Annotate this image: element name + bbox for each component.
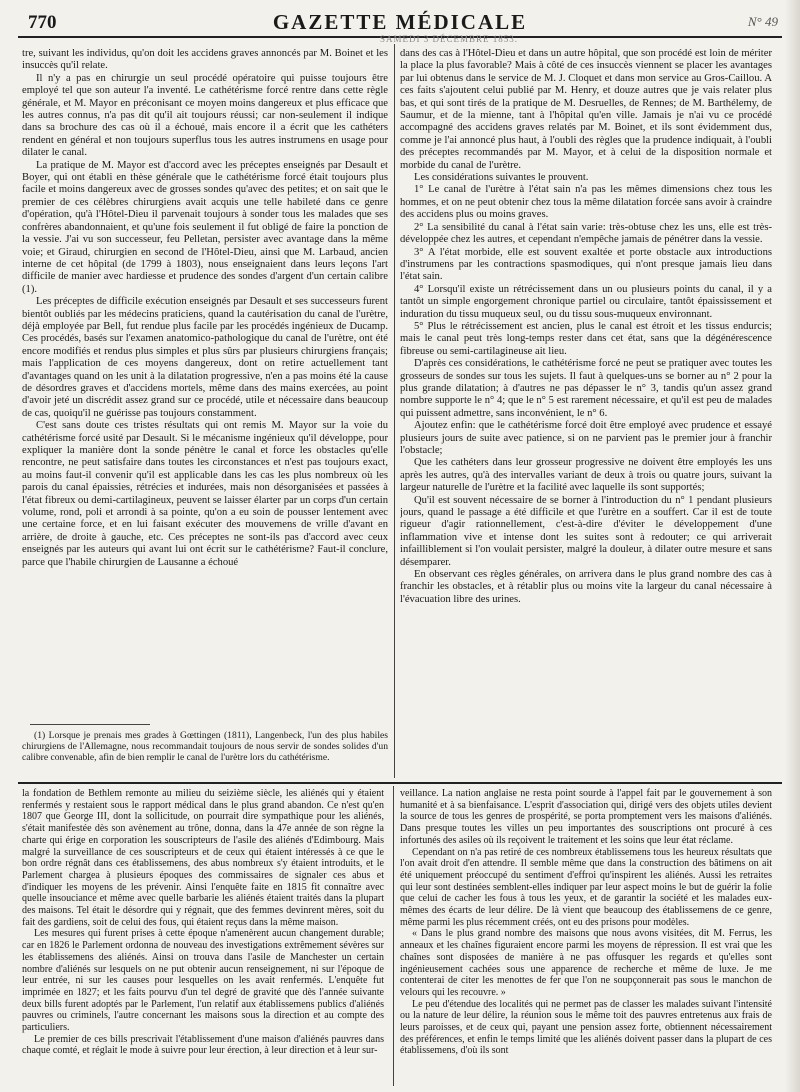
lower-column-divider xyxy=(393,786,394,1086)
paragraph: D'après ces considérations, le cathétérisme forcé ne peut se pratiquer avec toutes les grosseurs de sondes sur tous les sujets. Il faut à quelques-uns se borner au n° 2 pour la plus grande dilatation; à d'autres ne pas dépasser le n° 3, tandis qu'un assez grand nombre supporte le n° 4; que le n° 5 est rarement nécessaire, et qu'il est peu de malades qui puissent admettre, sans inconvénient, le n° 6. xyxy=(400,358,772,419)
paragraph: 2° La sensibilité du canal à l'état sain varie: très-obtuse chez les uns, elle est très-développée chez les autres, et cependant n'empêche jamais de pénétrer dans la vessie. xyxy=(400,221,772,246)
paragraph: dans des cas à l'Hôtel-Dieu et dans un autre hôpital, que son procédé est loin de mériter la place la plus favorable? Mais à côté de ces insuccès viennent se placer les avantages par lui obtenus dans le service de M. J. Cloquet et dans mon service au Gros-Caillou. A ces faits s'ajoutent celui publié par M. Henry, et douze autres que je vais relater plus bas, et qui sont tirés de la pratique de M. Desruelles, de Rennes; de M. Barthélemy, de Saumur, et de la mienne, tant à l'hôpital qu'en ville. Jamais je n'ai vu ce procédé accompagné des accidens graves relatés par M. Boinet, et ils sont évidemment dus, comme je l'ai annoncé plus haut, à l'oubli des règles que la prudence indiquait, à l'oubli des préceptes recommandés par M. Mayor, et à celui de la disposition normale et morbide du canal de l'urètre. xyxy=(400,48,772,171)
upper-left-column xyxy=(22,48,388,718)
paragraph: Cependant on n'a pas retiré de ces nombreux établissemens tous les heureux résultats que l'on avait droit d'en attendre. Il semble même que dans la construction des bâtimens on ait été uniquement préoccupé du sentiment d'effroi qu'inspirent les aliénés. Aussi les retraites qui leur sont destinées semblent-elles indiquer par leur aspect moins le but de guérir la folie que celui de cacher les fous à tous les yeux, et de garantir la société et les malades eux-mêmes des écarts de leur délire. De là vient que beaucoup des établissemens de ce genre, même parmi les plus récemment créés, ont eu des prisons pour modèles. xyxy=(400,846,772,928)
paragraph: C'est sans doute ces tristes résultats qui ont remis M. Mayor sur la voie du cathétérisme forcé usité par Desault. Si le mécanisme ingénieux qu'il développe, pour expliquer la manière dont la sonde pénètre le canal et force les obstacles qu'elle rencontre, ne peut satisfaire dans toutes les circonstances et n'est pas toujours exact, au moins faut-il convenir qu'il est applicable dans les cas les plus nombreux où les parois du canal épaissies, rétrécies et indurées, mais non désorganisées et passées à l'état fibreux ou demi-cartilagineux, peuvent se laisser élarter par un corps d'un certain volume, rond, poli et arrondi à sa pointe, qu'on a eu soin de pousser lentement avec une certaine force, et en lui faisant exécuter des mouvemens de vrille d'avant en arrière, de droite à gauche, etc. Ces préceptes ne sont-ils pas d'accord avec ceux enseignés par les auteurs qui avant lui ont écrit sur le cathétérisme? Faut-il conclure, parce que l'habile chirurgien de Lausanne a échoué xyxy=(22,420,388,568)
footnote-rule xyxy=(30,724,150,725)
paragraph: Les préceptes de difficile exécution enseignés par Desault et ses successeurs furent bientôt oubliés par les médecins praticiens, quand la cautérisation du canal de l'urètre, déjà employée par Bell, fut rendue plus facile par les procédés ingénieux de Ducamp. Ces procédés, basés sur l'examen anatomico-pathologique du canal de l'urètre, ont été encore modifiés et rendus plus simples et plus sûrs par plusieurs chirurgiens français; mais l'application de ces moyens dangereux, dont on retire actuellement tant d'avantages quand on les unit à la dilatation progressive, n'en a pas moins été la cause de désordres graves et d'accidens mortels, même dans des mains exercées, au point d'avoir jeté un discrédit assez grand sur ce procédé, utile et nécessaire dans beaucoup de cas, quoiqu'il ne guérisse pas toujours constamment. xyxy=(22,296,388,419)
paragraph: Les mesures qui furent prises à cette époque n'amenèrent aucun changement durable; car en 1826 le Parlement ordonna de nouveau des investigations extrêmement sévères sur les établissemens des aliénés. Ainsi on trouva dans l'asile de Manchester un certain nombre d'aliénés sur lesquels on ne put obtenir aucun renseignement, ni sur l'époque de leur entrée, ni sur les causes pour lesquelles on les avait renfermés. L'enquête fut imprimée en 1827; et les faits pourvu d'un tel degré de gravité que dès l'année suivante deux bills furent adoptés par le Parlement, l'un relatif aux établissemens publics d'aliénés pauvres ou criminels, l'autre concernant les maisons sous la direction et au compte des particuliers. xyxy=(22,928,384,1034)
paragraph: tre, suivant les individus, qu'on doit les accidens graves annoncés par M. Boinet et les insuccès qu'il relate. xyxy=(22,48,388,72)
lower-left-column xyxy=(22,788,384,1086)
paragraph: Le premier de ces bills prescrivait l'établissement d'une maison d'aliénés pauvres dans chaque comté, et réglait le mode à suivre pour leur érection, à leur direction et à leur sur- xyxy=(22,1033,384,1057)
paragraph: la fondation de Bethlem remonte au milieu du seizième siècle, les aliénés qui y étaient renfermés y restaient sous le rapport médical dans le plus grand abandon. Ce n'est qu'en 1807 que George III, dont la sollicitude, on pourrait dire sympathique pour les aliénés, s'était manifestée dès son avènement au trône, donna, dans la 47e année de son règne la charte qui érige en corporation les souscripteurs de l'asile des aliénés d'Edimbourg. Mais malgré la surveillance de ces souscripteurs et de ceux qui étaient intéressés à ce que le bon ordre régnât dans ces établissemens, des abus nombreux s'y étaient introduits, et le Parlement chargea à plusieurs époques des commissaires de signaler ces abus et d'indiquer les moyens de les prévenir. Ainsi l'enquête faite en 1815 fit connaître avec quelle insouciance et même avec quelle barbarie les aliénés étaient traités dans la plupart des maisons. Tel était le désordre qui y régnait, que des femmes devinrent mères, soit du fait des gardiens, soit de celui des fous, qui étaient reçus dans la même maison. xyxy=(22,788,384,928)
paragraph: Ajoutez enfin: que le cathétérisme forcé doit être employé avec prudence et essayé plusieurs jours de suite avec patience, si on ne parvient pas le premier jour à franchir l'obstacle; xyxy=(400,420,772,456)
upper-right-column xyxy=(400,48,772,776)
paragraph: 5° Plus le rétrécissement est ancien, plus le canal est étroit et les tissus endurcis; mais le canal peut très long-temps rester dans cet état, sans que la dégénérescence fibreuse ou semi-cartilagineuse ait lieu. xyxy=(400,320,772,357)
paragraph: En observant ces règles générales, on arrivera dans le plus grand nombre des cas à franchir les obstacles, et à rétablir plus ou moins vite la largeur du canal nécessaire à l'évacuation libre des urines. xyxy=(400,569,772,605)
page-edge xyxy=(785,0,800,1092)
page-number: 770 xyxy=(28,12,57,33)
paragraph: Il n'y a pas en chirurgie un seul procédé opératoire qui puisse toujours être employé tel que son auteur l'a inventé. Le cathétérisme forcé rentre dans cette règle générale, et M. Mayor en préconisant ce moyen moins dangereux et plus efficace que les autres connus, n'a pas dit qu'il ait toujours réussi; car non-seulement il indique dans sa brochure des cas où il a échoué, mais encore il a écrit que les cathéters rendent en général et non toujours superflus tous les autres instrumens en usage pour dilater le canal. xyxy=(22,72,388,159)
paragraph: veillance. La nation anglaise ne resta point sourde à l'appel fait par le gouvernement à son humanité et à sa bienfaisance. L'esprit d'association qui, dirigé vers des objets utiles devient la source de tous les genres de prospérité, se porta promptement vers les maisons d'aliénés. Dans presque toutes les villes un peu importantes des souscriptions ont procuré à ces infortunés des asiles où ils reçoivent le traitement et les soins que leur état réclame. xyxy=(400,788,772,846)
column-divider xyxy=(394,44,395,778)
section-divider xyxy=(18,782,782,784)
paragraph: « Dans le plus grand nombre des maisons que nous avons visitées, dit M. Ferrus, les anneaux et les chaînes figuraient encore parmi les moyens de répression. Il est vrai que les chaînes sont disposées de manière à ne pas offusquer les regards et qu'elles sont ingénieusement cachées sous une apparence de recherche et même de luxe. Je me contenterai de citer les menottes de fer que l'on ne soupçonnerait pas sous le manchon de velours qui les recouvre. » xyxy=(400,928,772,998)
paragraph: 3° A l'état morbide, elle est souvent exaltée et porte obstacle aux introductions d'instrumens par les contractions spasmodiques, qui n'ont presque jamais lieu dans l'état sain. xyxy=(400,246,772,283)
footnote-text: (1) Lorsque je prenais mes grades à Gœttingen (1811), Langenbeck, l'un des plus habiles chirurgiens de l'Allemagne, nous recommandait toujours de nous servir de sondes solides d'un calibre convenable, afin de bien remplir le canal de l'urètre lors du cathétérisme. xyxy=(22,730,388,764)
lower-right-column xyxy=(400,788,772,1086)
footnote xyxy=(22,730,388,780)
paragraph: 4° Lorsqu'il existe un rétrécissement dans un ou plusieurs points du canal, il y a tantôt un simple engorgement chronique partiel ou circulaire, tantôt épaississement et induration du tissu muqueux seul, ou du tissu sous-muqueux environnant. xyxy=(400,283,772,320)
dateline: SAMEDI 3 DÉCEMBRE 1853. xyxy=(380,34,519,44)
masthead-title: GAZETTE MÉDICALE xyxy=(272,10,528,34)
paragraph: La pratique de M. Mayor est d'accord avec les préceptes enseignés par Desault et Boyer, qui ont établi en thèse générale que le cathétérisme forcé était toujours plus facile et moins dangereux avec de grosses sondes qu'avec des petites; et on sait que le premier de ces célèbres chirurgiens avait acquis une telle habileté dans ce genre d'opération, qu'à l'Hôtel-Dieu il parvenait toujours à sonder tous les malades que ses confrères abandonnaient, et qu'une fois seulement il fut obligé de faire la ponction de la vessie. J'ai vu son successeur, feu Pelletan, persister avec avantage dans la même voie; et Giraud, chirurgien en second de l'Hôtel-Dieu, ainsi que M. Larbaud, ancien interne de cet hôpital (de 1799 à 1803), nous enseignaient dans leurs leçons l'art difficile de manier avec hardiesse et prudence des sondes d'argent d'un certain calibre (1). xyxy=(22,159,388,295)
paragraph: Les considérations suivantes le prouvent. xyxy=(414,172,589,184)
paragraph: Qu'il est souvent nécessaire de se borner à l'introduction du n° 1 pendant plusieurs jours, quand le passage a été difficile et que l'urètre en a souffert. Car il est de toute rigueur d'agir rationnellement, c'est-à-dire d'éviter le développement d'une inflammation vive et intense dont les suites sont à redouter; ce qui arriverait infailliblement si l'on voulait persister, malgré la douleur, à dilater outre mesure et sans désemparer. xyxy=(400,494,772,568)
paragraph: 1° Le canal de l'urètre à l'état sain n'a pas les mêmes dimensions chez tous les hommes, et on ne peut obtenir chez tous la même dilatation forcée sans avoir à craindre des accidens plus ou moins graves. xyxy=(400,184,772,221)
paragraph: Que les cathéters dans leur grosseur progressive ne doivent être employés les uns après les autres, qu'à des intervalles variant de deux à trois ou quatre jours, suivant la largeur naturelle de l'urètre et la facilité avec laquelle ils sont supportés; xyxy=(400,457,772,494)
issue-number: N° 49 xyxy=(747,14,778,29)
paragraph: Le peu d'étendue des localités qui ne permet pas de classer les malades suivant l'intensité ou la nature de leur délire, la réunion sous le même toit des pauvres entretenus aux frais de leurs paroisses, et de ceux qui, payant une pension assez forte, obtiennent nécessairement des préférences, et enfin le temps limité que les aliénés doivent passer dans la plupart de ces établissemens, d'où ils sont xyxy=(400,998,772,1057)
